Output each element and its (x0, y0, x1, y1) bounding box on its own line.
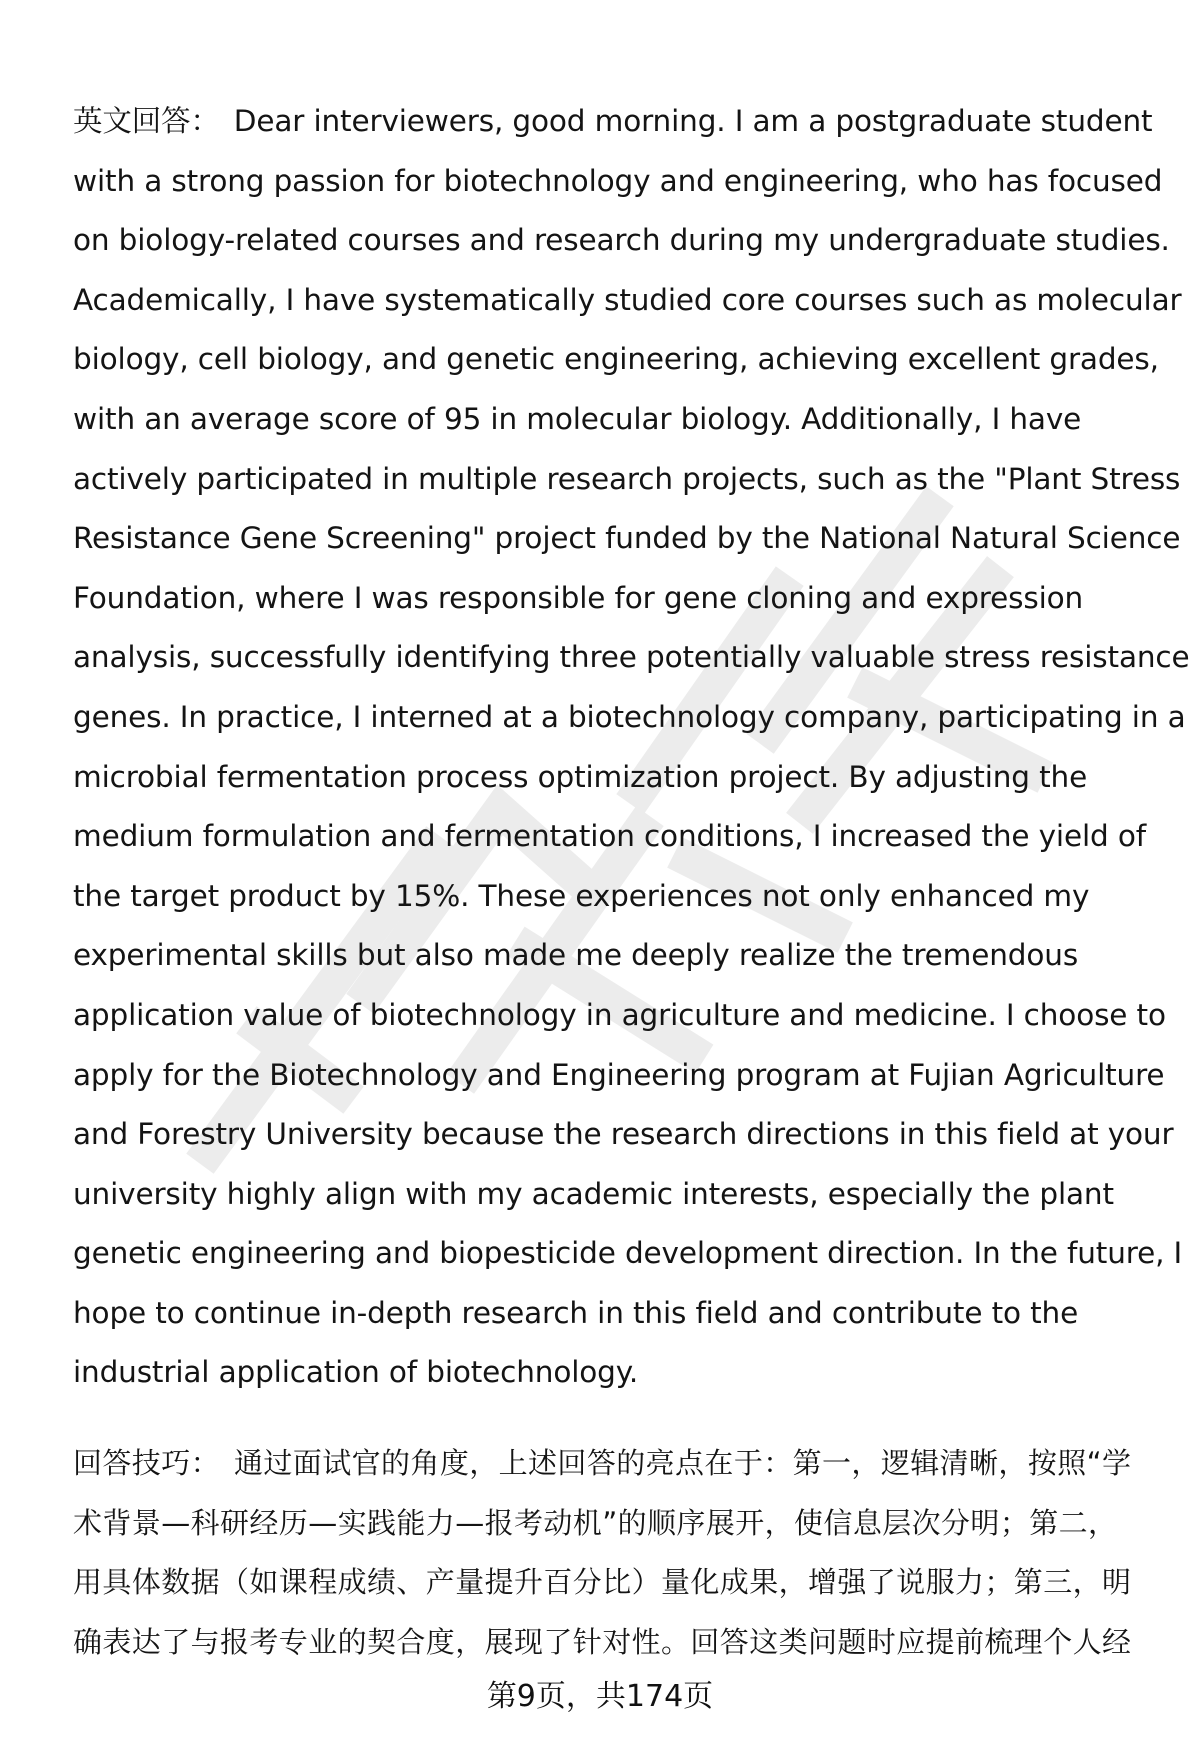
text-line: medium formulation and fermentation conditions, I increased the yield of (73, 819, 1146, 854)
text-line: 英文回答： Dear interviewers, good morning. I am a postgraduate student (73, 104, 1153, 138)
text-line: industrial application of biotechnology. (73, 1355, 639, 1390)
text-line: on biology-related courses and research during my undergraduate studies. (73, 223, 1170, 258)
text-line: apply for the Biotechnology and Engineering program at Fujian Agriculture (73, 1057, 1165, 1092)
text-line: with an average score of 95 in molecular biology. Additionally, I have (73, 401, 1082, 436)
text-line: 回答技巧： 通过面试官的角度，上述回答的亮点在于：第一，逻辑清晰，按照“学 (73, 1446, 1132, 1480)
text-line: the target product by 15%. These experiences not only enhanced my (73, 878, 1090, 913)
text-line: hope to continue in-depth research in this field and contribute to the (73, 1295, 1079, 1330)
english-answer-paragraph (73, 92, 1190, 1403)
text-line: university highly align with my academic interests, especially the plant (73, 1176, 1114, 1211)
text-line: Academically, I have systematically studied core courses such as molecular (73, 282, 1182, 317)
text-line: application value of biotechnology in agriculture and medicine. I choose to (73, 997, 1166, 1032)
text-line: with a strong passion for biotechnology and engineering, who has focused (73, 163, 1163, 198)
text-line: Foundation, where I was responsible for gene cloning and expression (73, 580, 1084, 615)
text-line: 确表达了与报考专业的契合度，展现了针对性。回答这类问题时应提前梳理个人经 (73, 1624, 1132, 1659)
text-line: biology, cell biology, and genetic engineering, achieving excellent grades, (73, 342, 1159, 377)
text-line: experimental skills but also made me deeply realize the tremendous (73, 938, 1079, 973)
tips-label: 回答技巧： (73, 1446, 221, 1480)
text-line: 用具体数据（如课程成绩、产量提升百分比）量化成果，增强了说服力；第三，明 (73, 1565, 1132, 1600)
text-line: analysis, successfully identifying three potentially valuable stress resistance (73, 640, 1190, 675)
text-line: microbial fermentation process optimization project. By adjusting the (73, 759, 1088, 794)
page-number-footer: 第9页，共174页 (486, 1679, 714, 1714)
answer-tips-paragraph (73, 1434, 1163, 1672)
text-line: actively participated in multiple research projects, such as the "Plant Stress (73, 461, 1181, 496)
text-line: and Forestry University because the research directions in this field at your (73, 1117, 1174, 1152)
text-line: genes. In practice, I interned at a biotechnology company, participating in a (73, 699, 1186, 734)
text-line: 术背景—科研经历—实践能力—报考动机”的顺序展开，使信息层次分明；第二， (73, 1505, 1118, 1540)
answer-label: 英文回答： (73, 104, 220, 138)
text-line: genetic engineering and biopesticide development direction. In the future, I (73, 1236, 1183, 1271)
text-line: Resistance Gene Screening" project funded by the National Natural Science (73, 521, 1181, 556)
